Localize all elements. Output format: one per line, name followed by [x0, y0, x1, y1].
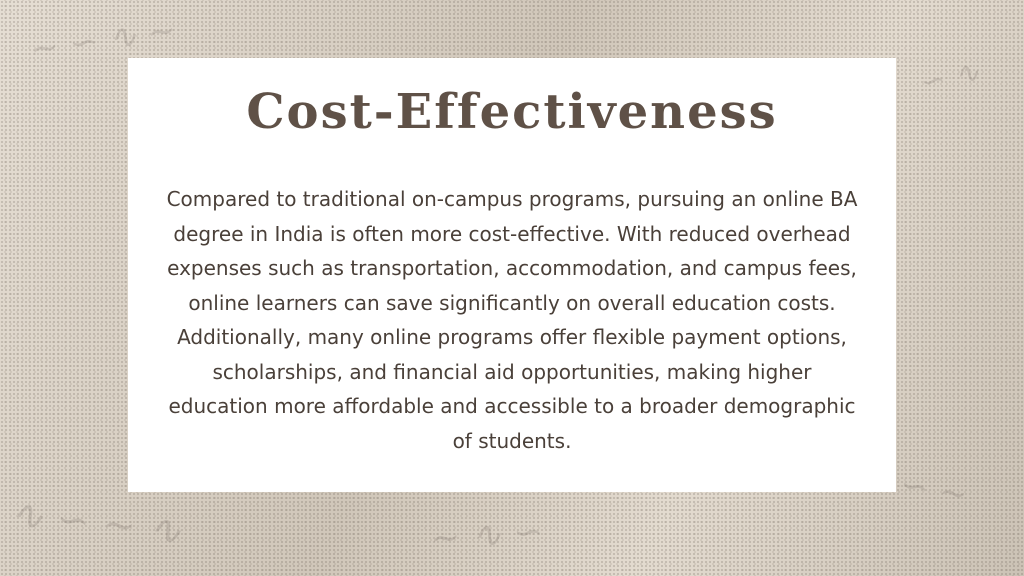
background-script-decoration: ∿ ∽ ~ ∿	[8, 491, 185, 555]
background-script-decoration: ∽ ∿	[917, 54, 983, 101]
background-script-decoration: ∽ ~	[897, 464, 971, 516]
slide-title: Cost-Effectiveness	[246, 84, 778, 140]
content-card	[128, 58, 896, 492]
slide-body-text: Compared to traditional on-campus programs, pursuing an online BA degree in India is often more cost-effective. With reduced overhead expenses such as transportation, accommodation, and campus fees, online learners can save significantly on overall education costs. Additionally, many online programs offer flexible payment options, scholarships, and financial aid opportunities, making higher education more affordable and accessible to a broader demographic of students.	[166, 187, 858, 453]
background-script-decoration: ~ ∿ ∽	[428, 511, 545, 560]
background-script-decoration: ~ ∽ ∿ ~	[27, 10, 179, 70]
